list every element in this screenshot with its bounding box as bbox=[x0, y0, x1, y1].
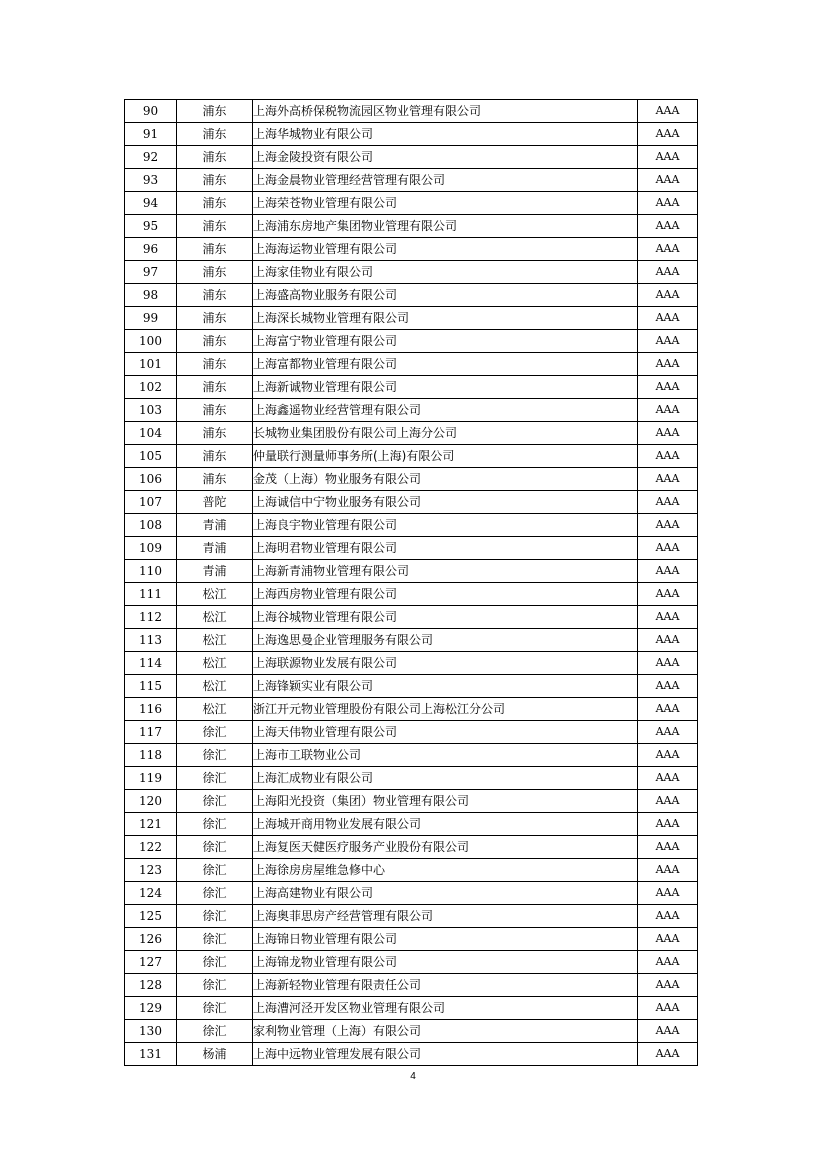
district-cell: 松江 bbox=[177, 698, 253, 721]
district-cell: 杨浦 bbox=[177, 1043, 253, 1066]
table-row bbox=[125, 583, 698, 606]
company-name-cell: 上海锋颖实业有限公司 bbox=[253, 675, 638, 698]
company-name-cell: 上海金陵投资有限公司 bbox=[253, 146, 638, 169]
row-number-cell: 93 bbox=[125, 169, 177, 192]
row-number-cell: 116 bbox=[125, 698, 177, 721]
district-cell: 浦东 bbox=[177, 353, 253, 376]
row-number-cell: 122 bbox=[125, 836, 177, 859]
company-name-cell: 上海西房物业管理有限公司 bbox=[253, 583, 638, 606]
company-name-cell: 上海外高桥保税物流园区物业管理有限公司 bbox=[253, 100, 638, 123]
row-number-cell: 121 bbox=[125, 813, 177, 836]
table-row bbox=[125, 307, 698, 330]
company-name-cell: 上海家佳物业有限公司 bbox=[253, 261, 638, 284]
district-cell: 徐汇 bbox=[177, 1020, 253, 1043]
table-row bbox=[125, 192, 698, 215]
grade-cell: AAA bbox=[638, 445, 698, 468]
table-row bbox=[125, 491, 698, 514]
grade-cell: AAA bbox=[638, 1020, 698, 1043]
company-name-cell: 上海新诚物业管理有限公司 bbox=[253, 376, 638, 399]
company-name-cell: 上海天伟物业管理有限公司 bbox=[253, 721, 638, 744]
company-name-cell: 上海深长城物业管理有限公司 bbox=[253, 307, 638, 330]
page-number: 4 bbox=[410, 1071, 416, 1082]
grade-cell: AAA bbox=[638, 468, 698, 491]
table-row bbox=[125, 744, 698, 767]
grade-cell: AAA bbox=[638, 951, 698, 974]
table-row bbox=[125, 629, 698, 652]
table-row bbox=[125, 813, 698, 836]
company-name-cell: 上海奥菲思房产经营管理有限公司 bbox=[253, 905, 638, 928]
grade-cell: AAA bbox=[638, 146, 698, 169]
row-number-cell: 117 bbox=[125, 721, 177, 744]
grade-cell: AAA bbox=[638, 974, 698, 997]
grade-cell: AAA bbox=[638, 353, 698, 376]
district-cell: 浦东 bbox=[177, 307, 253, 330]
district-cell: 徐汇 bbox=[177, 744, 253, 767]
table-row bbox=[125, 422, 698, 445]
grade-cell: AAA bbox=[638, 836, 698, 859]
district-cell: 徐汇 bbox=[177, 882, 253, 905]
table-row bbox=[125, 606, 698, 629]
row-number-cell: 92 bbox=[125, 146, 177, 169]
row-number-cell: 97 bbox=[125, 261, 177, 284]
district-cell: 浦东 bbox=[177, 399, 253, 422]
grade-cell: AAA bbox=[638, 376, 698, 399]
company-name-cell: 上海良宇物业管理有限公司 bbox=[253, 514, 638, 537]
district-cell: 松江 bbox=[177, 583, 253, 606]
row-number-cell: 99 bbox=[125, 307, 177, 330]
district-cell: 浦东 bbox=[177, 123, 253, 146]
grade-cell: AAA bbox=[638, 583, 698, 606]
company-name-cell: 金茂（上海）物业服务有限公司 bbox=[253, 468, 638, 491]
grade-cell: AAA bbox=[638, 100, 698, 123]
district-cell: 松江 bbox=[177, 606, 253, 629]
district-cell: 徐汇 bbox=[177, 859, 253, 882]
grade-cell: AAA bbox=[638, 399, 698, 422]
district-cell: 徐汇 bbox=[177, 951, 253, 974]
row-number-cell: 105 bbox=[125, 445, 177, 468]
row-number-cell: 111 bbox=[125, 583, 177, 606]
grade-cell: AAA bbox=[638, 330, 698, 353]
company-name-cell: 上海阳光投资（集团）物业管理有限公司 bbox=[253, 790, 638, 813]
district-cell: 浦东 bbox=[177, 215, 253, 238]
grade-cell: AAA bbox=[638, 652, 698, 675]
grade-cell: AAA bbox=[638, 123, 698, 146]
company-name-cell: 上海谷城物业管理有限公司 bbox=[253, 606, 638, 629]
row-number-cell: 102 bbox=[125, 376, 177, 399]
company-name-cell: 上海漕河泾开发区物业管理有限公司 bbox=[253, 997, 638, 1020]
district-cell: 浦东 bbox=[177, 284, 253, 307]
company-name-cell: 上海锦龙物业管理有限公司 bbox=[253, 951, 638, 974]
grade-cell: AAA bbox=[638, 514, 698, 537]
grade-cell: AAA bbox=[638, 606, 698, 629]
row-number-cell: 125 bbox=[125, 905, 177, 928]
table-row bbox=[125, 284, 698, 307]
table-row bbox=[125, 767, 698, 790]
company-name-cell: 上海华城物业有限公司 bbox=[253, 123, 638, 146]
row-number-cell: 131 bbox=[125, 1043, 177, 1066]
district-cell: 徐汇 bbox=[177, 767, 253, 790]
row-number-cell: 101 bbox=[125, 353, 177, 376]
grade-cell: AAA bbox=[638, 422, 698, 445]
company-name-cell: 上海联源物业发展有限公司 bbox=[253, 652, 638, 675]
company-rating-table bbox=[124, 99, 698, 1066]
row-number-cell: 103 bbox=[125, 399, 177, 422]
table-row bbox=[125, 261, 698, 284]
district-cell: 普陀 bbox=[177, 491, 253, 514]
district-cell: 徐汇 bbox=[177, 813, 253, 836]
grade-cell: AAA bbox=[638, 698, 698, 721]
company-name-cell: 上海新轻物业管理有限责任公司 bbox=[253, 974, 638, 997]
row-number-cell: 124 bbox=[125, 882, 177, 905]
row-number-cell: 91 bbox=[125, 123, 177, 146]
row-number-cell: 119 bbox=[125, 767, 177, 790]
grade-cell: AAA bbox=[638, 675, 698, 698]
table-row bbox=[125, 330, 698, 353]
company-name-cell: 家利物业管理（上海）有限公司 bbox=[253, 1020, 638, 1043]
grade-cell: AAA bbox=[638, 721, 698, 744]
table-row bbox=[125, 905, 698, 928]
table-row bbox=[125, 123, 698, 146]
company-name-cell: 仲量联行测量师事务所(上海)有限公司 bbox=[253, 445, 638, 468]
company-name-cell: 上海浦东房地产集团物业管理有限公司 bbox=[253, 215, 638, 238]
grade-cell: AAA bbox=[638, 859, 698, 882]
row-number-cell: 129 bbox=[125, 997, 177, 1020]
district-cell: 徐汇 bbox=[177, 905, 253, 928]
grade-cell: AAA bbox=[638, 997, 698, 1020]
grade-cell: AAA bbox=[638, 215, 698, 238]
district-cell: 徐汇 bbox=[177, 928, 253, 951]
district-cell: 徐汇 bbox=[177, 997, 253, 1020]
table-row bbox=[125, 353, 698, 376]
district-cell: 松江 bbox=[177, 652, 253, 675]
grade-cell: AAA bbox=[638, 813, 698, 836]
district-cell: 青浦 bbox=[177, 514, 253, 537]
district-cell: 浦东 bbox=[177, 238, 253, 261]
company-name-cell: 上海逸思曼企业管理服务有限公司 bbox=[253, 629, 638, 652]
table-body bbox=[125, 100, 698, 1066]
table-row bbox=[125, 652, 698, 675]
row-number-cell: 123 bbox=[125, 859, 177, 882]
company-name-cell: 上海富宁物业管理有限公司 bbox=[253, 330, 638, 353]
company-name-cell: 上海鑫遥物业经营管理有限公司 bbox=[253, 399, 638, 422]
table-row bbox=[125, 560, 698, 583]
row-number-cell: 100 bbox=[125, 330, 177, 353]
company-name-cell: 上海市工联物业公司 bbox=[253, 744, 638, 767]
table-row bbox=[125, 836, 698, 859]
row-number-cell: 128 bbox=[125, 974, 177, 997]
grade-cell: AAA bbox=[638, 1043, 698, 1066]
district-cell: 浦东 bbox=[177, 169, 253, 192]
company-name-cell: 上海荣苍物业管理有限公司 bbox=[253, 192, 638, 215]
row-number-cell: 110 bbox=[125, 560, 177, 583]
district-cell: 徐汇 bbox=[177, 836, 253, 859]
grade-cell: AAA bbox=[638, 261, 698, 284]
grade-cell: AAA bbox=[638, 905, 698, 928]
table-row bbox=[125, 169, 698, 192]
district-cell: 徐汇 bbox=[177, 721, 253, 744]
company-name-cell: 上海金晨物业管理经营管理有限公司 bbox=[253, 169, 638, 192]
company-name-cell: 上海富都物业管理有限公司 bbox=[253, 353, 638, 376]
grade-cell: AAA bbox=[638, 238, 698, 261]
table-row bbox=[125, 445, 698, 468]
row-number-cell: 109 bbox=[125, 537, 177, 560]
table-row bbox=[125, 537, 698, 560]
table-row bbox=[125, 468, 698, 491]
row-number-cell: 98 bbox=[125, 284, 177, 307]
company-name-cell: 上海盛高物业服务有限公司 bbox=[253, 284, 638, 307]
company-name-cell: 长城物业集团股份有限公司上海分公司 bbox=[253, 422, 638, 445]
company-name-cell: 浙江开元物业管理股份有限公司上海松江分公司 bbox=[253, 698, 638, 721]
table-row bbox=[125, 399, 698, 422]
district-cell: 青浦 bbox=[177, 560, 253, 583]
row-number-cell: 94 bbox=[125, 192, 177, 215]
company-name-cell: 上海锦日物业管理有限公司 bbox=[253, 928, 638, 951]
table-row bbox=[125, 675, 698, 698]
grade-cell: AAA bbox=[638, 560, 698, 583]
table-row bbox=[125, 514, 698, 537]
grade-cell: AAA bbox=[638, 767, 698, 790]
table-row bbox=[125, 146, 698, 169]
row-number-cell: 130 bbox=[125, 1020, 177, 1043]
district-cell: 徐汇 bbox=[177, 790, 253, 813]
company-name-cell: 上海高建物业有限公司 bbox=[253, 882, 638, 905]
grade-cell: AAA bbox=[638, 169, 698, 192]
row-number-cell: 113 bbox=[125, 629, 177, 652]
district-cell: 浦东 bbox=[177, 445, 253, 468]
row-number-cell: 107 bbox=[125, 491, 177, 514]
table-row bbox=[125, 215, 698, 238]
district-cell: 青浦 bbox=[177, 537, 253, 560]
district-cell: 松江 bbox=[177, 629, 253, 652]
table-row bbox=[125, 376, 698, 399]
company-name-cell: 上海诚信中宁物业服务有限公司 bbox=[253, 491, 638, 514]
table-row bbox=[125, 238, 698, 261]
district-cell: 浦东 bbox=[177, 100, 253, 123]
table-row bbox=[125, 928, 698, 951]
table-row bbox=[125, 951, 698, 974]
company-name-cell: 上海中远物业管理发展有限公司 bbox=[253, 1043, 638, 1066]
district-cell: 浦东 bbox=[177, 468, 253, 491]
table-row bbox=[125, 721, 698, 744]
table-row bbox=[125, 790, 698, 813]
table-row bbox=[125, 100, 698, 123]
district-cell: 松江 bbox=[177, 675, 253, 698]
company-name-cell: 上海海运物业管理有限公司 bbox=[253, 238, 638, 261]
grade-cell: AAA bbox=[638, 790, 698, 813]
grade-cell: AAA bbox=[638, 284, 698, 307]
district-cell: 浦东 bbox=[177, 261, 253, 284]
row-number-cell: 126 bbox=[125, 928, 177, 951]
grade-cell: AAA bbox=[638, 491, 698, 514]
row-number-cell: 115 bbox=[125, 675, 177, 698]
row-number-cell: 118 bbox=[125, 744, 177, 767]
grade-cell: AAA bbox=[638, 882, 698, 905]
district-cell: 徐汇 bbox=[177, 974, 253, 997]
row-number-cell: 106 bbox=[125, 468, 177, 491]
row-number-cell: 108 bbox=[125, 514, 177, 537]
district-cell: 浦东 bbox=[177, 376, 253, 399]
row-number-cell: 96 bbox=[125, 238, 177, 261]
company-name-cell: 上海复医天健医疗服务产业股份有限公司 bbox=[253, 836, 638, 859]
district-cell: 浦东 bbox=[177, 192, 253, 215]
table-row bbox=[125, 974, 698, 997]
district-cell: 浦东 bbox=[177, 330, 253, 353]
company-name-cell: 上海明君物业管理有限公司 bbox=[253, 537, 638, 560]
company-name-cell: 上海新青浦物业管理有限公司 bbox=[253, 560, 638, 583]
district-cell: 浦东 bbox=[177, 422, 253, 445]
company-name-cell: 上海徐房房屋维急修中心 bbox=[253, 859, 638, 882]
grade-cell: AAA bbox=[638, 307, 698, 330]
table-row bbox=[125, 997, 698, 1020]
row-number-cell: 112 bbox=[125, 606, 177, 629]
table-row bbox=[125, 882, 698, 905]
grade-cell: AAA bbox=[638, 928, 698, 951]
row-number-cell: 104 bbox=[125, 422, 177, 445]
table-row bbox=[125, 1043, 698, 1066]
row-number-cell: 114 bbox=[125, 652, 177, 675]
row-number-cell: 90 bbox=[125, 100, 177, 123]
company-name-cell: 上海城开商用物业发展有限公司 bbox=[253, 813, 638, 836]
grade-cell: AAA bbox=[638, 629, 698, 652]
row-number-cell: 95 bbox=[125, 215, 177, 238]
table-row bbox=[125, 859, 698, 882]
grade-cell: AAA bbox=[638, 744, 698, 767]
grade-cell: AAA bbox=[638, 192, 698, 215]
row-number-cell: 127 bbox=[125, 951, 177, 974]
company-name-cell: 上海汇成物业有限公司 bbox=[253, 767, 638, 790]
district-cell: 浦东 bbox=[177, 146, 253, 169]
row-number-cell: 120 bbox=[125, 790, 177, 813]
table-row bbox=[125, 1020, 698, 1043]
table-row bbox=[125, 698, 698, 721]
grade-cell: AAA bbox=[638, 537, 698, 560]
